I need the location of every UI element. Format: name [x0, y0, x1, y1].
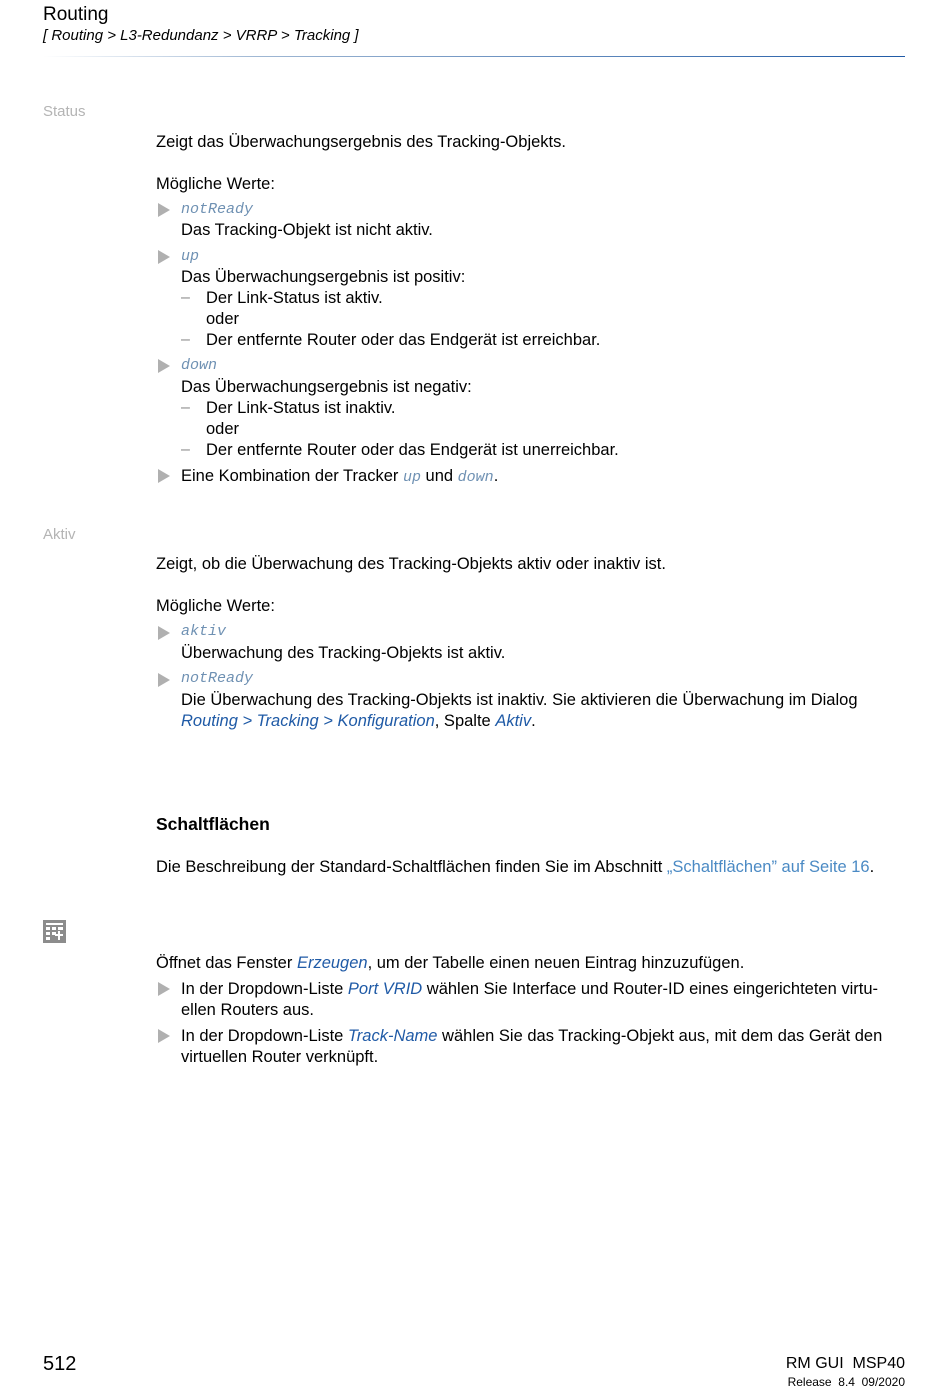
- bullet-triangle-icon: [158, 1029, 170, 1043]
- dash-bullet: –: [181, 289, 190, 306]
- page-header-title: Routing: [43, 4, 109, 25]
- status-description: Zeigt das Überwachungsergebnis des Tracking-Objekts.: [156, 133, 566, 151]
- status-down-sub2: Der entfernte Router oder das Endgerät ist unerreichbar.: [206, 441, 619, 459]
- aktiv-label: Aktiv: [43, 526, 76, 543]
- status-up-or: oder: [206, 310, 240, 328]
- aktiv-value-aktiv: aktiv: [181, 623, 227, 640]
- create-bullet-port-vrid: In der Dropdown-Liste Port VRID wählen Sie Interface und Router-ID eines eingerichteten virtu-: [181, 980, 879, 998]
- bullet-triangle-icon: [158, 250, 170, 264]
- status-value-up-text: Das Überwachungsergebnis ist positiv:: [181, 268, 466, 286]
- dash-bullet: –: [181, 331, 190, 348]
- aktiv-value-aktiv-text: Überwachung des Tracking-Objekts ist aktiv.: [181, 644, 506, 662]
- buttons-description: Die Beschreibung der Standard-Schaltflächen finden Sie im Abschnitt „Schaltflächen” auf Seite 16.: [156, 858, 875, 876]
- aktiv-dialog-reference: Routing > Tracking > Konfiguration, Spalte Aktiv.: [181, 712, 536, 730]
- status-value-up: up: [181, 248, 200, 265]
- status-value-notready: notReady: [181, 201, 254, 218]
- bullet-triangle-icon: [158, 203, 170, 217]
- breadcrumb: [ Routing > L3-Redundanz > VRRP > Tracking ]: [43, 27, 359, 44]
- status-down-sub1: Der Link-Status ist inaktiv.: [206, 399, 396, 417]
- aktiv-description: Zeigt, ob die Überwachung des Tracking-Objekts aktiv oder inaktiv ist.: [156, 555, 666, 573]
- create-bullet-port-vrid-cont: ellen Routers aus.: [181, 1001, 314, 1019]
- create-bullet-track-name-cont: virtuellen Router verknüpft.: [181, 1048, 379, 1066]
- column-name: Aktiv: [495, 712, 532, 730]
- field-track-name: Track-Name: [347, 1027, 438, 1045]
- buttons-heading: Schaltflächen: [156, 814, 270, 834]
- cross-reference-link[interactable]: „Schaltflächen” auf Seite 16: [666, 858, 870, 876]
- field-port-vrid: Port VRID: [347, 980, 423, 998]
- bullet-triangle-icon: [158, 469, 170, 483]
- document-name: RM GUI MSP40: [785, 1355, 905, 1372]
- create-description: Öffnet das Fenster Erzeugen, um der Tabelle einen neuen Eintrag hinzuzufügen.: [156, 954, 745, 972]
- dash-bullet: –: [181, 399, 190, 416]
- bullet-triangle-icon: [158, 359, 170, 373]
- status-up-sub1: Der Link-Status ist aktiv.: [206, 289, 383, 307]
- header-divider: [43, 56, 905, 57]
- aktiv-values-label: Mögliche Werte:: [156, 597, 275, 615]
- bullet-triangle-icon: [158, 982, 170, 996]
- page-number: 512: [43, 1353, 77, 1375]
- dash-bullet: –: [181, 441, 190, 458]
- status-down-or: oder: [206, 420, 240, 438]
- status-label: Status: [43, 103, 86, 120]
- status-values-label: Mögliche Werte:: [156, 175, 275, 193]
- status-value-down-text: Das Überwachungsergebnis ist negativ:: [181, 378, 472, 396]
- status-value-down: down: [181, 357, 218, 374]
- status-value-combination: Eine Kombination der Tracker up und down.: [181, 467, 499, 486]
- create-bullet-track-name: In der Dropdown-Liste Track-Name wählen Sie das Tracking-Objekt aus, mit dem das Gerät den: [181, 1027, 883, 1045]
- dialog-path-link[interactable]: Routing > Tracking > Konfiguration: [181, 712, 435, 730]
- status-up-sub2: Der entfernte Router oder das Endgerät ist erreichbar.: [206, 331, 601, 349]
- window-name: Erzeugen: [296, 954, 368, 972]
- aktiv-value-notready: notReady: [181, 670, 254, 687]
- aktiv-value-notready-text: Die Überwachung des Tracking-Objekts ist inaktiv. Sie aktivieren die Überwachung im Dialog: [181, 691, 858, 709]
- bullet-triangle-icon: [158, 673, 170, 687]
- add-table-row-icon: [43, 920, 66, 943]
- release-info: Release 8.4 09/2020: [787, 1375, 905, 1389]
- status-value-notready-text: Das Tracking-Objekt ist nicht aktiv.: [181, 221, 433, 239]
- bullet-triangle-icon: [158, 626, 170, 640]
